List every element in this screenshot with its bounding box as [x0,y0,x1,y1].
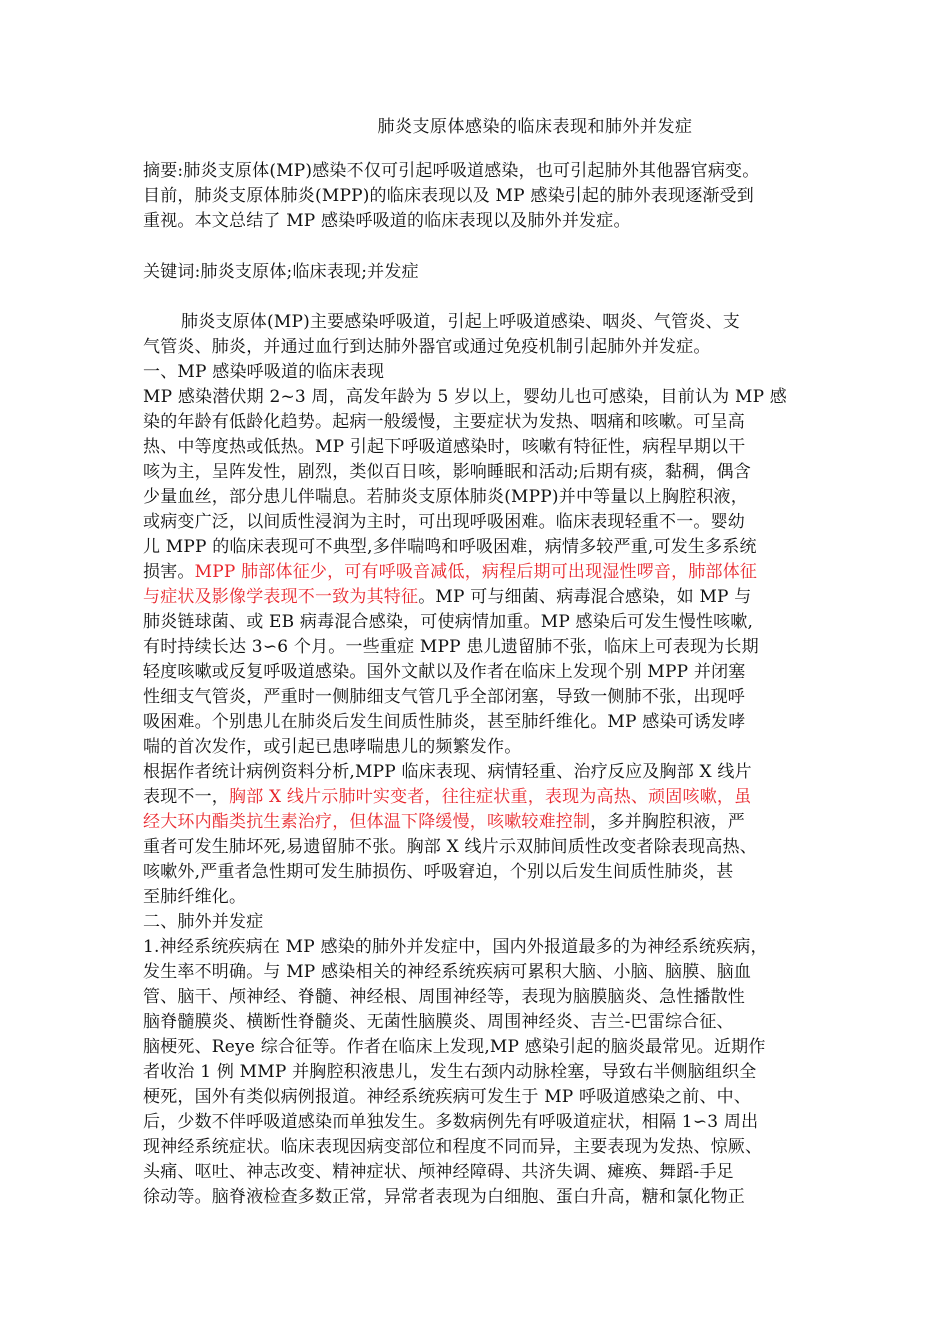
intro-line: 气管炎、肺炎，并通过血行到达肺外器官或通过免疫机制引起肺外并发症。 [143,337,711,357]
body-line: 轻度咳嗽或反复呼吸道感染。国外文献以及作者在临床上发现个别 MPP 并闭塞 [143,662,746,682]
section1-heading: 一、MP 感染呼吸道的临床表现 [143,362,385,382]
body-line: 至肺纤维化。 [143,887,247,907]
body-line: 性细支气管炎，严重时一侧肺细支气管几乎全部闭塞，导致一侧肺不张，出现呼 [143,687,745,707]
section2-heading: 二、肺外并发症 [143,912,264,932]
body-line: 少量血丝，部分患儿伴喘息。若肺炎支原体肺炎(MPP)并中等量以上胸腔积液， [143,487,748,507]
body-line: 咳为主，呈阵发性，剧烈，类似百日咳，影响睡眠和活动;后期有痰，黏稠，偶含 [143,462,751,482]
body-line: 脑梗死、Reye 综合征等。作者在临床上发现,MP 感染引起的脑炎最常见。近期作 [143,1037,766,1057]
body-line: 后，少数不伴呼吸道感染而单独发生。多数病例先有呼吸道症状，相隔 1∽3 周出 [143,1112,759,1132]
abstract-line: 摘要:肺炎支原体(MP)感染不仅可引起呼吸道感染，也可引起肺外其他器官病变。 [143,161,760,181]
intro-line: 肺炎支原体(MP)主要感染呼吸道，引起上呼吸道感染、咽炎、气管炎、支 [181,312,740,332]
body-line [143,560,757,585]
body-line: 头痛、呕吐、神志改变、精神症状、颅神经障碍、共济失调、瘫痪、舞蹈-手足 [143,1162,734,1182]
body-line: 肺炎链球菌、或 EB 病毒混合感染，可使病情加重。MP 感染后可发生慢性咳嗽, [143,612,754,632]
body-line: 咳嗽外,严重者急性期可发生肺损伤、呼吸窘迫，个别以后发生间质性肺炎，甚 [143,862,734,882]
body-line: 喘的首次发作，或引起已患哮喘患儿的频繁发作。 [143,737,522,757]
body-line: 梗死，国外有类似病例报道。神经系统疾病可发生于 MP 呼吸道感染之前、中、 [143,1087,752,1107]
body-line: 根据作者统计病例资料分析,MPP 临床表现、病情轻重、治疗反应及胸部 X 线片 [143,762,752,782]
body-line [143,810,745,835]
body-line: 热、中等度热或低热。MP 引起下呼吸道感染时，咳嗽有特征性，病程早期以干 [143,437,746,457]
body-text: 表现不一， [143,787,229,807]
highlight-text: 与症状及影像学表现不一致为其特征 [143,587,419,607]
body-line: 染的年龄有低龄化趋势。起病一般缓慢，主要症状为发热、咽痛和咳嗽。可呈高 [143,412,745,432]
body-line: 重者可发生肺坏死,易遗留肺不张。胸部 X 线片示双肺间质性改变者除表现高热、 [143,837,757,857]
body-text: ，多并胸腔积液，严 [590,812,746,832]
body-line: 儿 MPP 的临床表现可不典型,多伴喘鸣和呼吸困难，病情多较严重,可发生多系统 [143,537,757,557]
highlight-text: 经大环内酯类抗生素治疗，但体温下降缓慢，咳嗽较难控制 [143,812,591,832]
body-line: 吸困难。个别患儿在肺炎后发生间质性肺炎，甚至肺纤维化。MP 感染可诱发哮 [143,712,746,732]
body-line: 管、脑干、颅神经、脊髓、神经根、周围神经等，表现为脑膜脑炎、急性播散性 [143,987,745,1007]
body-line: 有时持续长达 3∽6 个月。一些重症 MPP 患儿遗留肺不张，临床上可表现为长期 [143,637,759,657]
body-line: MP 感染潜伏期 2~3 周，高发年龄为 5 岁以上，婴幼儿也可感染，目前认为 MP 感 [143,387,788,407]
highlight-text: 胸部 X 线片示肺叶实变者，往往症状重，表现为高热、顽固咳嗽，虽 [229,787,752,807]
keywords: 关键词:肺炎支原体;临床表现;并发症 [143,262,419,282]
body-line: 脑脊髓膜炎、横断性脊髓炎、无菌性脑膜炎、周围神经炎、吉兰-巴雷综合征、 [143,1012,734,1032]
body-line: 徐动等。脑脊液检查多数正常，异常者表现为白细胞、蛋白升高，糖和氯化物正 [143,1187,745,1207]
body-text: 损害。 [143,562,195,582]
abstract-line: 目前，肺炎支原体肺炎(MPP)的临床表现以及 MP 感染引起的肺外表现逐渐受到 [143,186,754,206]
body-line: 者收治 1 例 MMP 并胸腔积液患儿，发生右颈内动脉栓塞，导致右半侧脑组织全 [143,1062,757,1082]
abstract-line: 重视。本文总结了 MP 感染呼吸道的临床表现以及肺外并发症。 [143,211,631,231]
body-line: 1.神经系统疾病在 MP 感染的肺外并发症中，国内外报道最多的为神经系统疾病， [143,937,768,957]
body-line [143,585,752,610]
body-line: 或病变广泛，以间质性浸润为主时，可出现呼吸困难。临床表现轻重不一。婴幼 [143,512,745,532]
highlight-text: MPP 肺部体征少，可有呼吸音减低，病程后期可出现湿性啰音，肺部体征 [194,562,758,582]
body-text: 。MP 可与细菌、病毒混合感染，如 MP 与 [418,587,752,607]
body-line [143,785,751,810]
body-line: 发生率不明确。与 MP 感染相关的神经系统疾病可累积大脑、小脑、脑膜、脑血 [143,962,752,982]
document-title: 肺炎支原体感染的临床表现和肺外并发症 [377,117,693,137]
body-line: 现神经系统症状。临床表现因病变部位和程度不同而异，主要表现为发热、惊厥、 [143,1137,763,1157]
